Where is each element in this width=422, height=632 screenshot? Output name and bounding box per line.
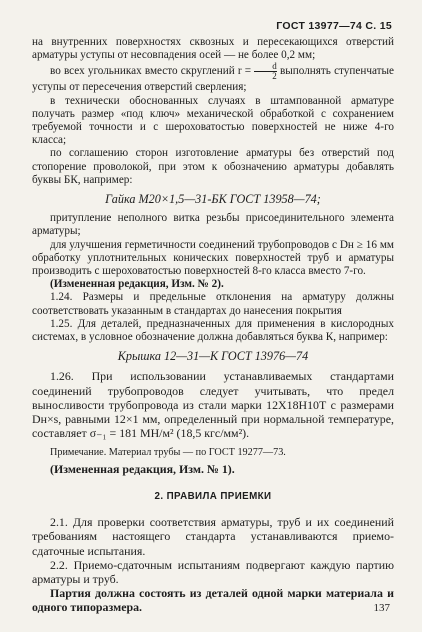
clause-1-25: 1.25. Для деталей, предназначенных для применения в кислородных системах, в условное обозначение должна добавляться буква К, например:	[32, 317, 394, 344]
clause-2-2: 2.2. Приемо-сдаточным испытаниям подвергают каждую партию арматуры и труб.	[32, 557, 394, 586]
note: Примечание. Материал трубы — по ГОСТ 19277—73.	[50, 447, 286, 459]
example-designation: Гайка М20×1,5—31-БК ГОСТ 13958—74;	[105, 192, 321, 207]
fraction-numerator: d	[272, 61, 277, 72]
formula-r: r =	[237, 65, 255, 78]
text-run: во всех угольниках вместо скруглений	[50, 65, 238, 78]
example-designation: Крышка 12—31—К ГОСТ 13976—74	[117, 349, 309, 364]
revision-note: (Измененная редакция, Изм. № 2).	[50, 278, 224, 291]
fraction-denominator: 2	[254, 71, 277, 81]
paragraph: на внутренних поверхностях сквозных и пересекающихся отверстий арматуры уступы от несовпадения осей — не более 0,2 мм;	[32, 36, 394, 62]
clause-1-24: 1.24. Размеры и предельные отклонения на арматуру должны соответствовать указанным в стандартах до нанесения покрытия	[32, 291, 394, 317]
fraction	[254, 62, 277, 81]
paragraph: по соглашению сторон изготовление арматуры без отверстий под стопорение проволокой, при этом к обозначению арматуры добавлять буквы БК, например:	[32, 147, 394, 186]
clause-1-26: 1.26. При использовании устанавливаемых стандартами соединений трубопроводов следует учитывать, что предел выносливости трубопровода из стали марки 12Х18Н10Т с размерами Dн×s, равными 12×1 мм, определенный при нормальной температуре, составляет σ₋₁ = 181 МН/м² (18,5 кгс/мм²).	[32, 369, 394, 441]
section-heading: 2. ПРАВИЛА ПРИЕМКИ	[154, 490, 272, 502]
clause-2-3: Партия должна состоять из деталей одной марки материала и одного типоразмера.	[32, 586, 394, 615]
page-body	[32, 36, 394, 615]
text-run: выполнять ступенчатые уступы от пересечения отверстий сверления;	[32, 65, 394, 94]
page-number: 137	[373, 602, 390, 614]
paragraph: в технически обоснованных случаях в штампованной арматуре получать размер «под ключ» механической обработкой с сохранением требуемой точности и с шероховатостью поверхностей не ниже 4-го класса;	[32, 94, 394, 147]
paragraph: для улучшения герметичности соединений трубопроводов с Dн ≥ 16 мм обработку уплотнительных конических поверхностей труб и арматуры производить с шероховатостью поверхностей 8-го класса вместо 7-го.	[32, 238, 394, 278]
paragraph-fraction	[32, 62, 394, 94]
clause-2-1: 2.1. Для проверки соответствия арматуры, труб и их соединений требованиям настоящего стандарта устанавливаются приемо-сдаточные испытания.	[32, 515, 394, 558]
revision-note: (Измененная редакция, Изм. № 1).	[50, 461, 235, 476]
paragraph: притупление неполного витка резьбы присоединительного элемента арматуры;	[32, 212, 394, 238]
running-header: ГОСТ 13977—74 С. 15	[276, 20, 392, 32]
